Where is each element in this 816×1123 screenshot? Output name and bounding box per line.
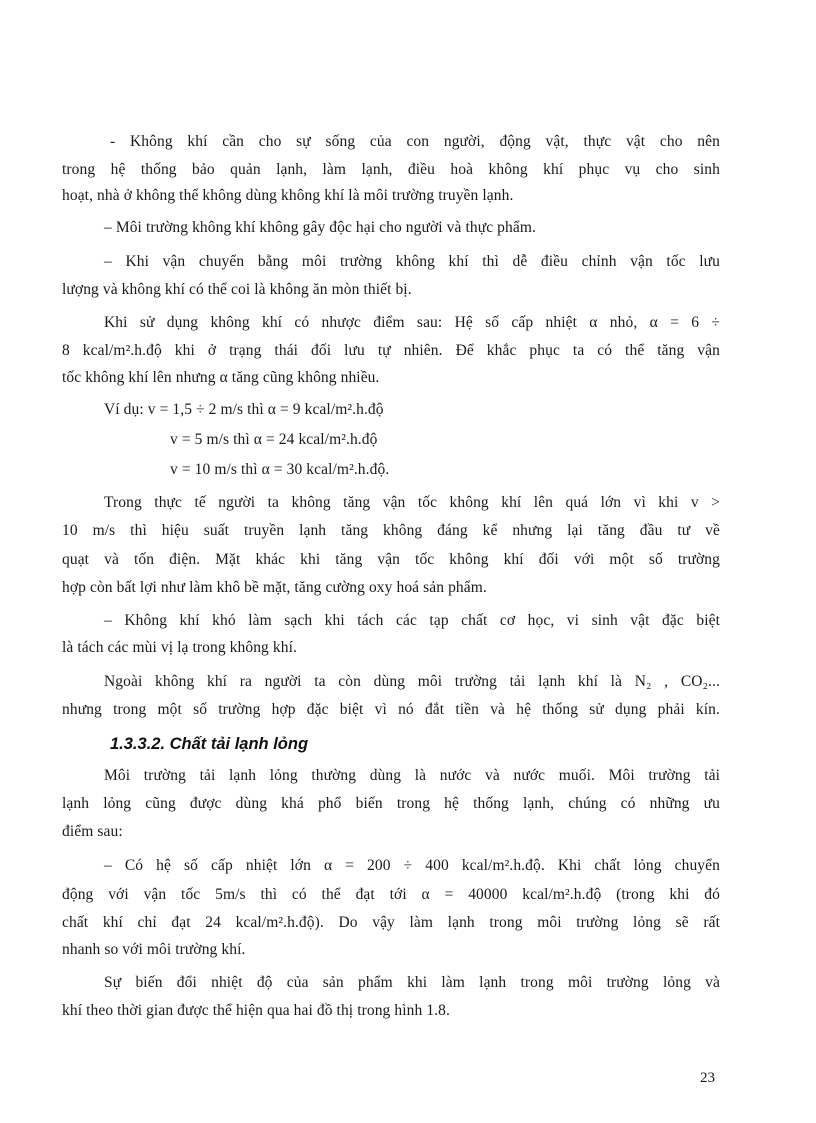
text-line: trong hệ thống bảo quản lạnh, làm lạnh, điều hoà không khí phục vụ cho sinh [62, 161, 720, 178]
text-line: – Không khí khó làm sạch khi tách các tạp chất cơ học, vi sinh vật đặc biệt [104, 612, 720, 629]
section-heading: 1.3.3.2. Chất tải lạnh lỏng [110, 735, 309, 753]
text-line: 8 kcal/m².h.độ khi ở trạng thái đối lưu tự nhiên. Để khắc phục ta có thể tăng vận [62, 342, 720, 359]
text-line: động với vận tốc 5m/s thì có thể đạt tới α = 40000 kcal/m².h.độ (trong khi đó [62, 886, 720, 903]
text-line: Trong thực tế người ta không tăng vận tốc không khí lên quá lớn vì khi v > [104, 494, 720, 511]
text-line: Khi sử dụng không khí có nhược điểm sau: Hệ số cấp nhiệt α nhỏ, α = 6 ÷ [104, 314, 720, 331]
text-line: lạnh lỏng cũng được dùng khá phổ biến trong hệ thống lạnh, chúng có những ưu [62, 795, 720, 812]
text-line: – Có hệ số cấp nhiệt lớn α = 200 ÷ 400 kcal/m².h.độ. Khi chất lỏng chuyển [104, 857, 720, 874]
text-line: quạt và tốn điện. Mặt khác khi tăng vận tốc không khí đối với một số trường [62, 551, 720, 568]
text-line: tốc không khí lên nhưng α tăng cũng không nhiều. [62, 369, 380, 386]
text-line: Ví dụ: v = 1,5 ÷ 2 m/s thì α = 9 kcal/m².h.độ [104, 401, 384, 418]
text-line: nhanh so với môi trường khí. [62, 941, 246, 958]
text-line: hợp còn bất lợi như làm khô bề mặt, tăng cường oxy hoá sản phẩm. [62, 579, 487, 596]
text-line: chất khí chỉ đạt 24 kcal/m².h.độ). Do vậy làm lạnh trong môi trường lỏng sẽ rất [62, 914, 720, 931]
text-line: điểm sau: [62, 823, 123, 840]
text-line: v = 5 m/s thì α = 24 kcal/m².h.độ [170, 431, 378, 448]
text-line: nhưng trong một số trường hợp đặc biệt vì nó đắt tiền và hệ thống sử dụng phải kín. [62, 701, 720, 718]
text-line: là tách các mùi vị lạ trong không khí. [62, 639, 297, 656]
text-line: – Khi vận chuyển bằng môi trường không khí thì dễ điều chỉnh vận tốc lưu [104, 253, 720, 270]
text-line: - Không khí cần cho sự sống của con người, động vật, thực vật cho nên [110, 133, 720, 150]
text-line: hoạt, nhà ở không thể không dùng không khí là môi trường truyền lạnh. [62, 187, 514, 204]
text-line: v = 10 m/s thì α = 30 kcal/m².h.độ. [170, 461, 390, 478]
text-line: Sự biến đổi nhiệt độ của sản phẩm khi làm lạnh trong môi trường lỏng và [104, 974, 720, 991]
text-line: Ngoài không khí ra người ta còn dùng môi trường tải lạnh khí là N₂ , CO₂... [104, 673, 720, 690]
text-line: – Môi trường không khí không gây độc hại cho người và thực phẩm. [104, 219, 536, 236]
text-line: khí theo thời gian được thể hiện qua hai đồ thị trong hình 1.8. [62, 1002, 450, 1019]
text-line: Môi trường tải lạnh lỏng thường dùng là nước và nước muối. Môi trường tải [104, 767, 720, 784]
text-line: lượng và không khí có thể coi là không ăn mòn thiết bị. [62, 281, 412, 298]
text-line: 10 m/s thì hiệu suất truyền lạnh tăng không đáng kể nhưng lại tăng đầu tư về [62, 522, 720, 539]
page-number: 23 [700, 1070, 715, 1086]
